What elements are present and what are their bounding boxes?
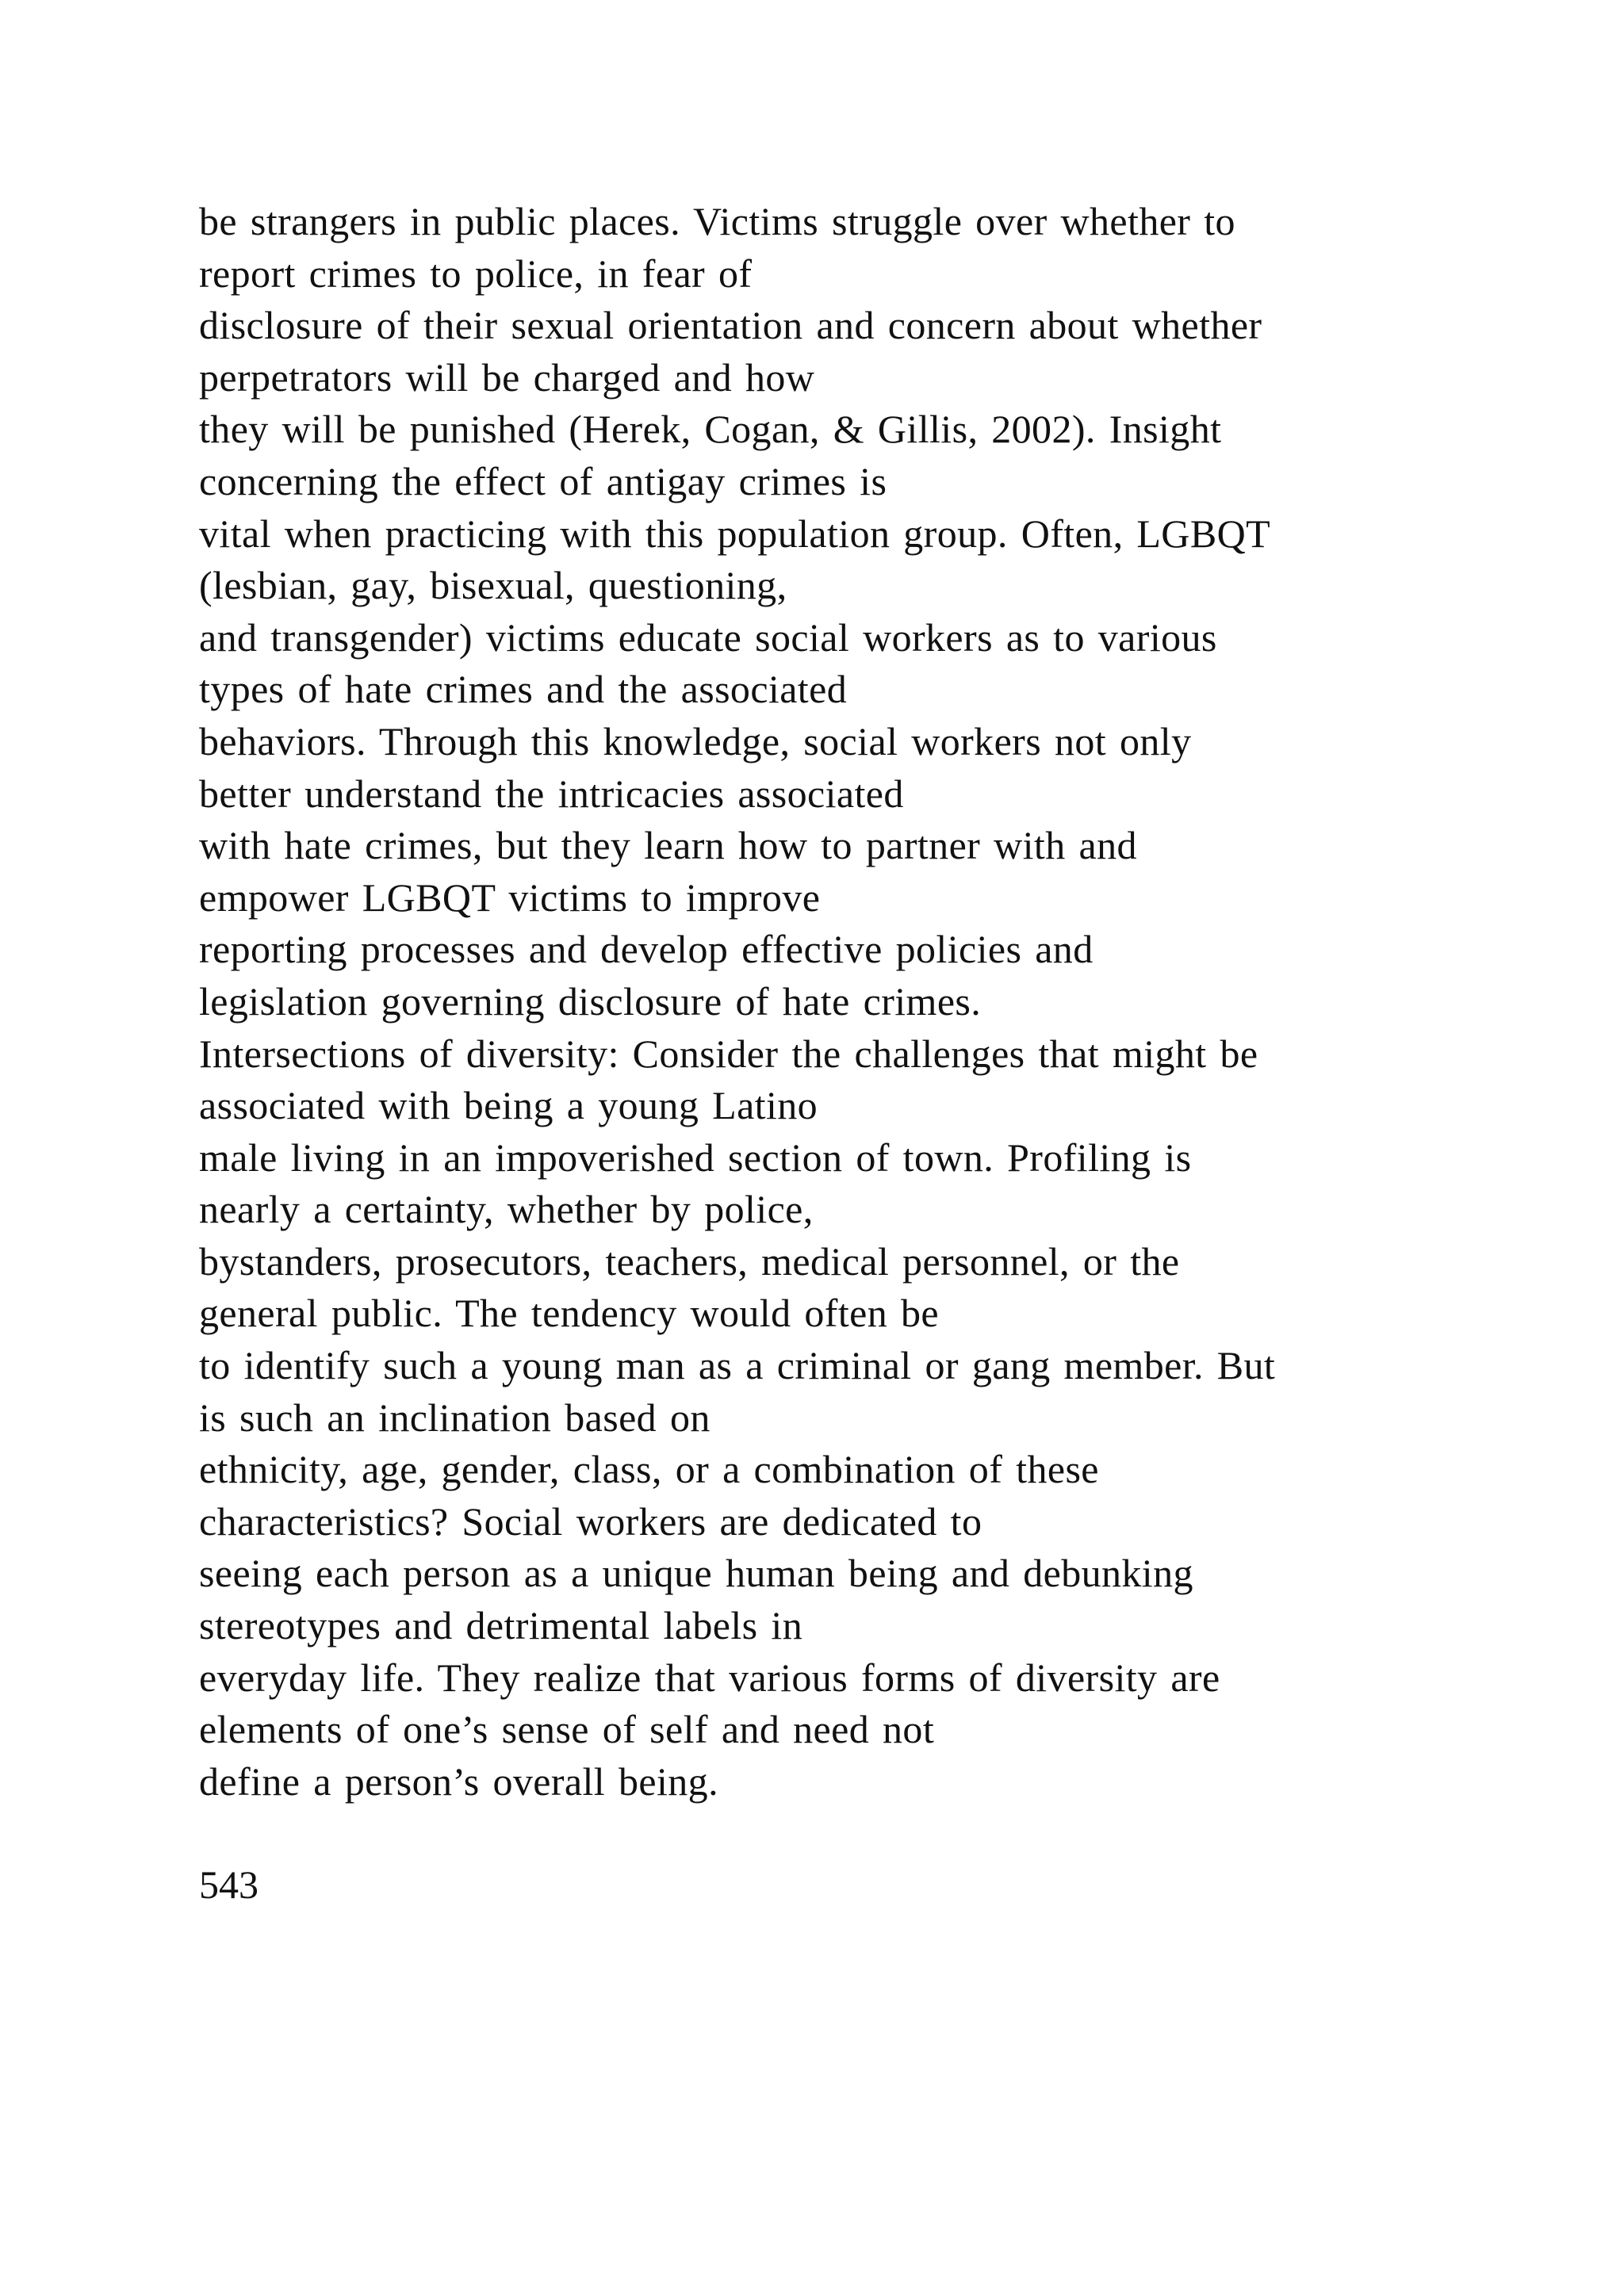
text-line: be strangers in public places. Victims struggle over whether to xyxy=(199,199,1235,243)
text-line: stereotypes and detrimental labels in xyxy=(199,1603,803,1648)
text-line: perpetrators will be charged and how xyxy=(199,354,815,400)
text-line: is such an inclination based on xyxy=(199,1395,710,1440)
text-line: nearly a certainty, whether by police, xyxy=(199,1187,814,1232)
text-line: general public. The tendency would often be xyxy=(199,1291,940,1336)
text-line: define a person’s overall being. xyxy=(199,1758,718,1804)
text-line: with hate crimes, but they learn how to partner with and xyxy=(199,823,1137,868)
text-line: to identify such a young man as a criminal or gang member. But xyxy=(199,1343,1276,1388)
text-line: legislation governing disclosure of hate crimes. xyxy=(199,978,982,1024)
text-line: everyday life. They realize that various forms of diversity are xyxy=(199,1655,1220,1700)
text-line: better understand the intricacies associated xyxy=(199,771,904,816)
text-line: Intersections of diversity: Consider the challenges that might be xyxy=(199,1031,1258,1076)
text-line: ethnicity, age, gender, class, or a combination of these xyxy=(199,1447,1099,1492)
text-line: reporting processes and develop effective policies and xyxy=(199,927,1094,972)
text-line: associated with being a young Latino xyxy=(199,1083,818,1128)
page-number: 543 xyxy=(199,1862,259,1907)
text-line: vital when practicing with this population group. Often, LGBQT xyxy=(199,511,1271,556)
text-line: and transgender) victims educate social workers as to various xyxy=(199,614,1217,660)
text-line: behaviors. Through this knowledge, social workers not only xyxy=(199,718,1192,763)
text-line: bystanders, prosecutors, teachers, medical personnel, or the xyxy=(199,1238,1180,1284)
text-line: report crimes to police, in fear of xyxy=(199,251,753,296)
text-line: they will be punished (Herek, Cogan, & Gillis, 2002). Insight xyxy=(199,407,1222,452)
text-line: elements of one’s sense of self and need not xyxy=(199,1707,935,1752)
text-line: (lesbian, gay, bisexual, questioning, xyxy=(199,563,787,608)
text-line: characteristics? Social workers are dedicated to xyxy=(199,1498,982,1544)
text-line: disclosure of their sexual orientation and concern about whether xyxy=(199,303,1262,348)
text-line: male living in an impoverished section of town. Profiling is xyxy=(199,1135,1192,1180)
body-text xyxy=(199,196,1468,1808)
text-line: types of hate crimes and the associated xyxy=(199,667,848,712)
text-line: concerning the effect of antigay crimes is xyxy=(199,458,887,503)
text-line: seeing each person as a unique human being and debunking xyxy=(199,1551,1193,1596)
text-line: empower LGBQT victims to improve xyxy=(199,874,821,920)
